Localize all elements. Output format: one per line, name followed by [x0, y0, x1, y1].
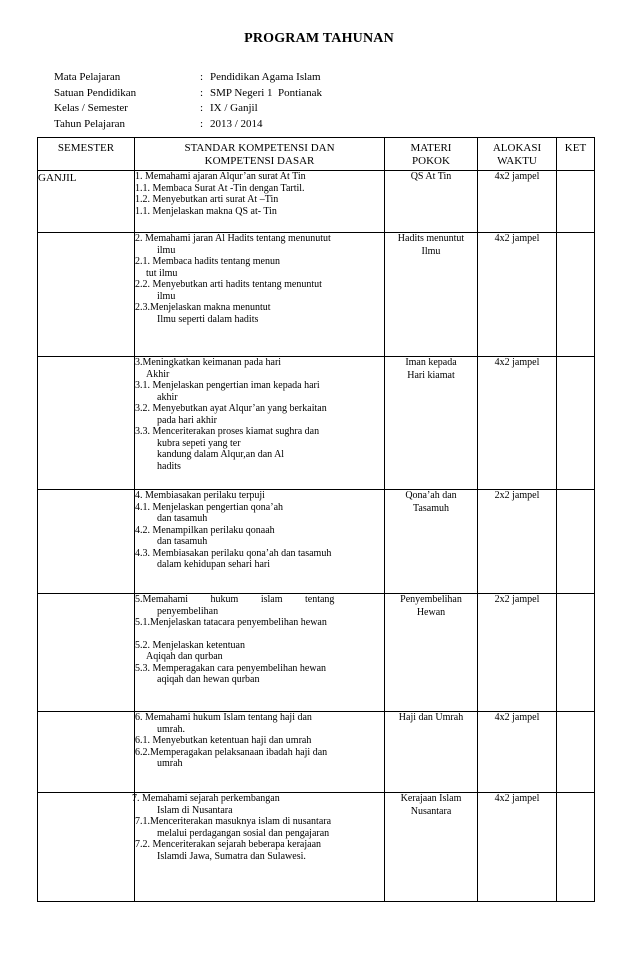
- semester-cell: [38, 357, 135, 490]
- alokasi-cell: 4x2 jampel: [478, 357, 557, 490]
- table-row: [38, 712, 595, 793]
- ket-cell: [557, 357, 595, 490]
- header-semester: SEMESTER: [38, 138, 135, 171]
- alokasi-cell: 4x2 jampel: [478, 233, 557, 357]
- program-table: [37, 137, 595, 902]
- info-row-school: [54, 86, 322, 102]
- info-label: Mata Pelajaran: [54, 71, 121, 83]
- kd-cell: 1. Memahami ajaran Alqur’an surat At Tin 1.1. Membaca Surat At -Tin dengan Tartil. 1.2. Menyebutkan arti surat At –Tin 1.1. Menjelaskan makna QS at- Tin: [135, 171, 385, 233]
- alokasi-cell: 2x2 jampel: [478, 490, 557, 594]
- info-row-subject: [54, 70, 322, 86]
- materi-cell: Penyembelihan Hewan: [385, 594, 478, 712]
- info-label: Satuan Pendidikan: [54, 86, 137, 99]
- info-value: SMP Negeri 1 Pontianak: [210, 86, 323, 99]
- header-alokasi: ALOKASI WAKTU: [478, 138, 557, 171]
- materi-cell: QS At Tin: [385, 171, 478, 233]
- semester-cell: [38, 233, 135, 357]
- materi-cell: Kerajaan Islam Nusantara: [385, 793, 478, 902]
- info-label: Tahun Pelajaran: [54, 117, 126, 130]
- info-colon: :: [200, 117, 204, 130]
- header-ket: KET: [557, 138, 595, 171]
- alokasi-cell: 4x2 jampel: [478, 712, 557, 793]
- alokasi-cell: 2x2 jampel: [478, 594, 557, 712]
- header-sk-kd: STANDAR KOMPETENSI DAN KOMPETENSI DASAR: [135, 138, 385, 171]
- semester-cell: [38, 712, 135, 793]
- kd-cell: 3.Meningkatkan keimanan pada hari Akhir 3.1. Menjelaskan pengertian iman kepada hari akhir 3.2. Menyebutkan ayat Alqur’an yang berkaitan pada hari akhir 3.3. Menceriterakan proses kiamat sughra dan kubra sepeti yang ter kandung dalam Alqur,an dan Al hadits: [135, 357, 385, 490]
- semester-cell: GANJIL: [38, 171, 135, 233]
- ket-cell: [557, 712, 595, 793]
- alokasi-cell: 4x2 jampel: [478, 793, 557, 902]
- materi-cell: Hadits menuntut Ilmu: [385, 233, 478, 357]
- info-colon: :: [200, 86, 204, 99]
- semester-cell: [38, 594, 135, 712]
- materi-cell: Haji dan Umrah: [385, 712, 478, 793]
- table-row: [38, 490, 595, 594]
- info-row-class: [54, 101, 322, 117]
- identity-info: [54, 70, 322, 132]
- materi-cell: Qona’ah dan Tasamuh: [385, 490, 478, 594]
- kd-cell: 5.Memahami hukum islam tentang penyembelihan 5.1.Menjelaskan tatacara penyembelihan hewan 5.2. Menjelaskan ketentuan Aqiqah dan qurban 5.3. Memperagakan cara penyembelihan hewan aqiqah dan hewan qurban: [135, 594, 385, 712]
- semester-cell: [38, 490, 135, 594]
- kd-cell: 4. Membiasakan perilaku terpuji 4.1. Menjelaskan pengertian qona’ah dan tasamuh 4.2. Menampilkan perilaku qonaah dan tasamuh 4.3. Membiasakan perilaku qona’ah dan tasamuh dalam kehidupan sehari hari: [135, 490, 385, 594]
- info-colon: :: [200, 71, 204, 83]
- semester-cell: [38, 793, 135, 902]
- info-value: 2013 / 2014: [210, 117, 263, 130]
- alokasi-cell: 4x2 jampel: [478, 171, 557, 233]
- info-colon: :: [200, 102, 204, 114]
- table-row: [38, 357, 595, 490]
- info-value: Pendidikan Agama Islam: [210, 71, 321, 83]
- materi-cell: Iman kepada Hari kiamat: [385, 357, 478, 490]
- table-row: [38, 594, 595, 712]
- page-title: PROGRAM TAHUNAN: [244, 31, 394, 46]
- kd-cell: 6. Memahami hukum Islam tentang haji dan umrah. 6.1. Menyebutkan ketentuan haji dan umrah 6.2.Memperagakan pelaksanaan ibadah haji dan umrah: [135, 712, 385, 793]
- table-row: [38, 171, 595, 233]
- info-label: Kelas / Semester: [54, 102, 128, 114]
- ket-cell: [557, 594, 595, 712]
- table-row: [38, 793, 595, 902]
- table-row: [38, 233, 595, 357]
- kd-cell: 2. Memahami jaran Al Hadits tentang menunutut ilmu 2.1. Membaca hadits tentang menun tut ilmu 2.2. Menyebutkan arti hadits tentang menuntut ilmu 2.3.Menjelaskan makna menuntut Ilmu seperti dalam hadits: [135, 233, 385, 357]
- ket-cell: [557, 171, 595, 233]
- kd-cell: 7. Memahami sejarah perkembangan Islam di Nusantara 7.1.Menceriterakan masuknya islam di nusantara melalui perdagangan sosial dan pengajaran 7.2. Menceriterakan sejarah beberapa kerajaan Islamdi Jawa, Sumatra dan Sulawesi.: [135, 793, 385, 902]
- header-materi: MATERI POKOK: [385, 138, 478, 171]
- ket-cell: [557, 490, 595, 594]
- info-row-year: [54, 117, 322, 133]
- ket-cell: [557, 793, 595, 902]
- table-header-row: [38, 138, 595, 171]
- info-value: IX / Ganjil: [210, 102, 258, 114]
- ket-cell: [557, 233, 595, 357]
